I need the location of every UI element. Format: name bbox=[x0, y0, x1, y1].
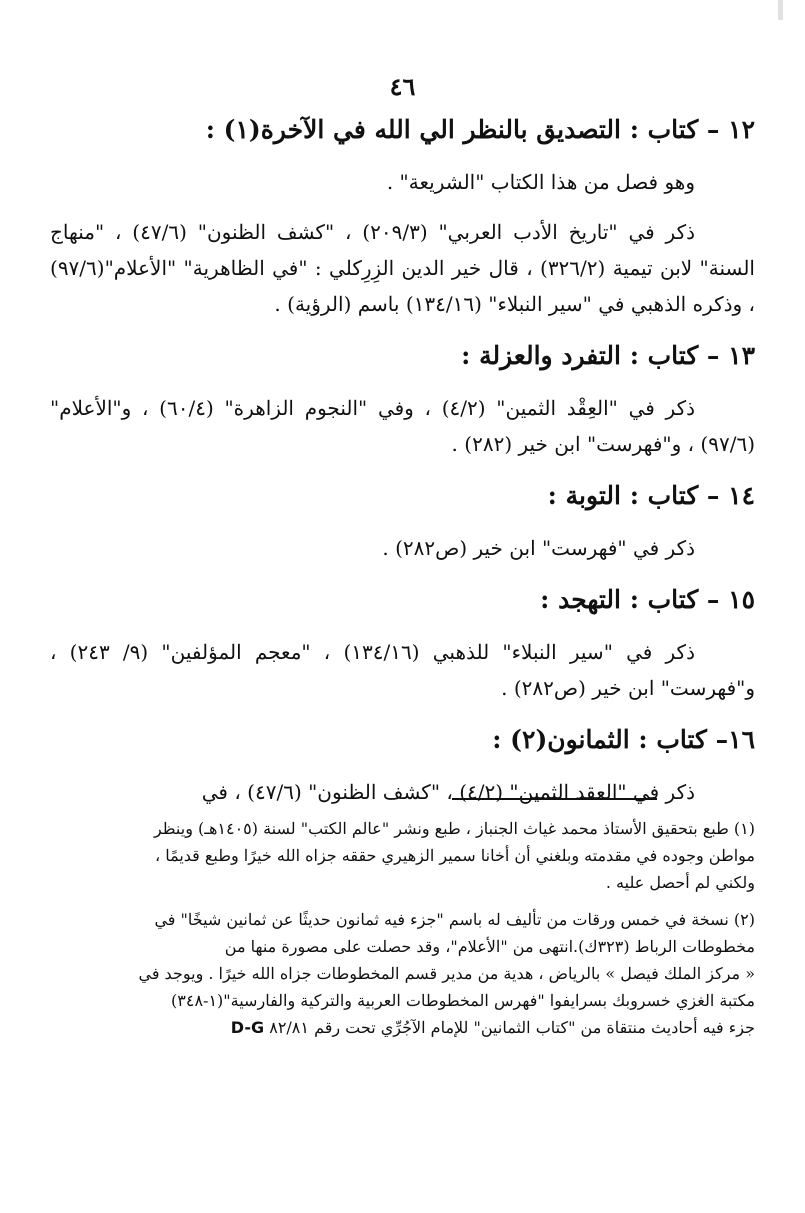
paragraph: ذكر في "تاريخ الأدب العربي" (٢٠٩/٣) ، "كشف الظنون" (٤٧/٦) ، "منهاج السنة" لابن تيمية (٣٢٦/٢) ، قال خير الدين الزِرِكلي : "في الظاهرية" "الأعلام"(٩٧/٦) ، وذكره الذهبي في "سير النبلاء" (١٣٤/١٦) باسم (الرؤية) . bbox=[50, 220, 755, 316]
section-heading: ١٢ – كتاب : التصديق بالنظر الي الله في الآخرة(١) : bbox=[205, 115, 755, 144]
main-text bbox=[50, 110, 755, 824]
manuscript-code: D-G bbox=[230, 1018, 265, 1037]
footnote-line: مخطوطات الرباط (٣٢٣ك).انتهى من "الأعلام"، وقد حصلت على مصورة منها من bbox=[224, 937, 755, 956]
paragraph: ذكر في "العقد الثمين" (٤/٢) ، "كشف الظنون" (٤٧/٦) ، في bbox=[201, 780, 695, 804]
page-number: ٤٦ bbox=[389, 72, 416, 101]
paragraph: وهو فصل من هذا الكتاب "الشريعة" . bbox=[386, 170, 695, 194]
footnote-separator bbox=[452, 798, 657, 800]
footnote-line: مكتبة الغزي خسروبك بسرايفوا "فهرس المخطوطات العربية والتركية والفارسية"(١-٣٤٨) bbox=[171, 991, 755, 1010]
footnote-1 bbox=[50, 815, 755, 896]
footnotes bbox=[50, 815, 755, 1051]
paragraph: ذكر في "فهرست" ابن خير (ص٢٨٢) . bbox=[382, 536, 695, 560]
footnote-line: « مركز الملك فيصل » بالرياض ، هدية من مدير قسم المخطوطات جزاه الله خيرًا . ويوجد في bbox=[138, 964, 755, 983]
footnote-line: (٢) نسخة في خمس ورقات من تأليف له باسم "جزء فيه ثمانون حديثًا عن ثمانين شيخًا" في bbox=[154, 910, 755, 929]
scan-edge-mark bbox=[778, 0, 783, 20]
section-heading: ١٦– كتاب : الثمانون(٢) : bbox=[492, 725, 755, 754]
footnote-line bbox=[50, 1014, 755, 1041]
paragraph: ذكر في "العِقْد الثمين" (٤/٢) ، وفي "النجوم الزاهرة" (٦٠/٤) ، و"الأعلام" (٩٧/٦) ، و"فهرست" ابن خير (٢٨٢) . bbox=[50, 396, 755, 456]
section-heading: ١٥ – كتاب : التهجد : bbox=[540, 585, 755, 614]
footnote-line: مواطن وجوده في مقدمته وبلغني أن أخانا سمير الزهيري حققه جزاه الله خيرًا وطبع قديمًا ، bbox=[154, 846, 755, 865]
section-heading: ١٤ – كتاب : التوبة : bbox=[547, 481, 755, 510]
section-heading: ١٣ – كتاب : التفرد والعزلة : bbox=[461, 341, 755, 370]
footnote-2 bbox=[50, 906, 755, 1041]
paragraph: ذكر في "سير النبلاء" للذهبي (١٣٤/١٦) ، "معجم المؤلفين" (٩/ ٢٤٣) ، و"فهرست" ابن خير (ص٢٨٢) . bbox=[50, 640, 755, 700]
footnote-line: (١) طبع بتحقيق الأستاذ محمد غياث الجنباز ، طبع ونشر "عالم الكتب" لسنة (١٤٠٥هـ) وينظر bbox=[153, 819, 755, 838]
footnote-line: ولكني لم أحصل عليه . bbox=[605, 873, 755, 892]
footnote-text: جزء فيه أحاديث منتقاة من "كتاب الثمانين" للإمام الآجُرِّي تحت رقم ٨٢/٨١ bbox=[269, 1018, 755, 1037]
